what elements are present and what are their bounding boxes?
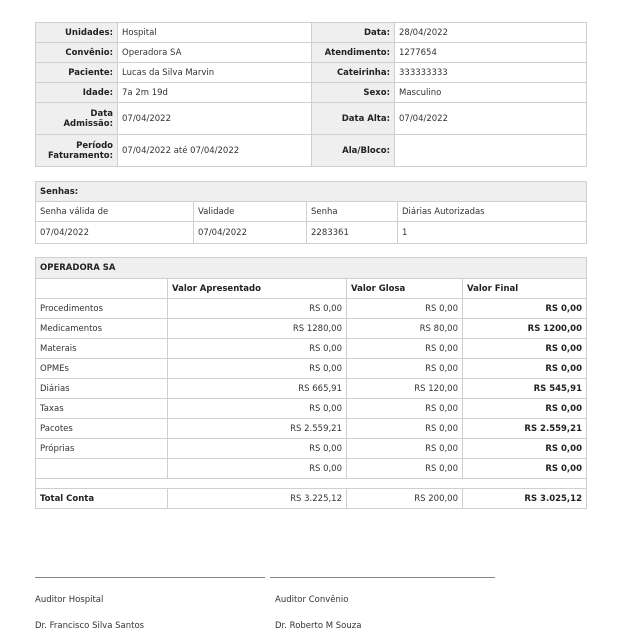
value-cell: RS 0,00	[347, 419, 463, 439]
info-row	[36, 135, 587, 167]
field-value: 07/04/2022	[118, 103, 312, 135]
table-row	[36, 439, 587, 459]
value-cell: RS 3.225,12	[168, 489, 347, 509]
field-value	[395, 135, 587, 167]
field-label: Idade:	[36, 83, 118, 103]
info-row	[36, 103, 587, 135]
field-value: Masculino	[395, 83, 587, 103]
column-header: Senha válida de	[36, 202, 194, 222]
value-cell: RS 0,00	[347, 439, 463, 459]
field-label: Data:	[312, 23, 395, 43]
value-cell: RS 0,00	[168, 299, 347, 319]
field-value: Operadora SA	[118, 43, 312, 63]
column-header	[36, 279, 168, 299]
field-value: 1277654	[395, 43, 587, 63]
value-cell: RS 0,00	[168, 399, 347, 419]
spacer-row	[36, 479, 587, 489]
value-cell: RS 0,00	[463, 439, 587, 459]
auditor-convenio-name: Dr. Roberto M Souza	[275, 621, 362, 631]
operadora-values-table	[35, 257, 587, 509]
field-value: 333333333	[395, 63, 587, 83]
table-row	[36, 339, 587, 359]
table-row	[36, 359, 587, 379]
value-cell: RS 200,00	[347, 489, 463, 509]
field-label: Cateirinha:	[312, 63, 395, 83]
value-cell: RS 0,00	[463, 359, 587, 379]
signature-line-hospital	[35, 577, 265, 578]
field-label: Paciente:	[36, 63, 118, 83]
value-cell: RS 0,00	[347, 399, 463, 419]
info-row	[36, 43, 587, 63]
table-row	[36, 399, 587, 419]
patient-info-table	[35, 22, 587, 167]
field-label: Data Admissão:	[36, 103, 118, 135]
value-cell: RS 0,00	[463, 339, 587, 359]
senha-valid-from: 07/04/2022	[36, 222, 194, 244]
info-row	[36, 83, 587, 103]
table-row	[36, 459, 587, 479]
table-row	[36, 379, 587, 399]
row-label: Medicamentos	[36, 319, 168, 339]
row-label: Procedimentos	[36, 299, 168, 319]
column-header: Diárias Autorizadas	[398, 202, 587, 222]
row-label: Materais	[36, 339, 168, 359]
value-cell: RS 1200,00	[463, 319, 587, 339]
column-header: Valor Apresentado	[168, 279, 347, 299]
field-label: Unidades:	[36, 23, 118, 43]
value-cell: RS 80,00	[347, 319, 463, 339]
value-cell: RS 0,00	[168, 439, 347, 459]
column-header: Valor Glosa	[347, 279, 463, 299]
value-cell: RS 120,00	[347, 379, 463, 399]
field-label: Período Faturamento:	[36, 135, 118, 167]
column-header: Valor Final	[463, 279, 587, 299]
senhas-table	[35, 181, 587, 244]
field-value: 07/04/2022	[395, 103, 587, 135]
row-label: Total Conta	[36, 489, 168, 509]
field-value: 7a 2m 19d	[118, 83, 312, 103]
value-cell: RS 0,00	[168, 459, 347, 479]
value-cell: RS 1280,00	[168, 319, 347, 339]
column-header: Validade	[194, 202, 307, 222]
field-label: Atendimento:	[312, 43, 395, 63]
auditor-hospital-label: Auditor Hospital	[35, 595, 104, 605]
value-cell: RS 0,00	[463, 299, 587, 319]
value-cell: RS 545,91	[463, 379, 587, 399]
info-row	[36, 23, 587, 43]
spacer-cell	[36, 479, 587, 489]
senha-number: 2283361	[307, 222, 398, 244]
operadora-title: OPERADORA SA	[36, 258, 587, 279]
field-value: 28/04/2022	[395, 23, 587, 43]
value-cell: RS 0,00	[347, 339, 463, 359]
table-row	[36, 419, 587, 439]
value-cell: RS 0,00	[463, 459, 587, 479]
signature-line-convenio	[270, 577, 495, 578]
value-cell: RS 0,00	[347, 359, 463, 379]
field-label: Data Alta:	[312, 103, 395, 135]
value-cell: RS 0,00	[168, 359, 347, 379]
value-cell: RS 2.559,21	[168, 419, 347, 439]
value-cell: RS 0,00	[347, 459, 463, 479]
field-value: 07/04/2022 até 07/04/2022	[118, 135, 312, 167]
row-label: Taxas	[36, 399, 168, 419]
senha-validity: 07/04/2022	[194, 222, 307, 244]
table-row	[36, 489, 587, 509]
table-row	[36, 299, 587, 319]
value-cell: RS 2.559,21	[463, 419, 587, 439]
auditor-convenio-label: Auditor Convênio	[275, 595, 349, 605]
field-value: Lucas da Silva Marvin	[118, 63, 312, 83]
table-row	[36, 319, 587, 339]
value-cell: RS 3.025,12	[463, 489, 587, 509]
value-cell: RS 0,00	[347, 299, 463, 319]
value-cell: RS 0,00	[168, 339, 347, 359]
senhas-title: Senhas:	[36, 182, 587, 202]
row-label: Diárias	[36, 379, 168, 399]
auditor-hospital-name: Dr. Francisco Silva Santos	[35, 621, 145, 631]
field-value: Hospital	[118, 23, 312, 43]
row-label: OPMEs	[36, 359, 168, 379]
column-header: Senha	[307, 202, 398, 222]
row-label	[36, 459, 168, 479]
value-cell: RS 665,91	[168, 379, 347, 399]
field-label: Convênio:	[36, 43, 118, 63]
field-label: Sexo:	[312, 83, 395, 103]
row-label: Próprias	[36, 439, 168, 459]
info-row	[36, 63, 587, 83]
value-cell: RS 0,00	[463, 399, 587, 419]
field-label: Ala/Bloco:	[312, 135, 395, 167]
row-label: Pacotes	[36, 419, 168, 439]
diarias-autorizadas: 1	[398, 222, 587, 244]
